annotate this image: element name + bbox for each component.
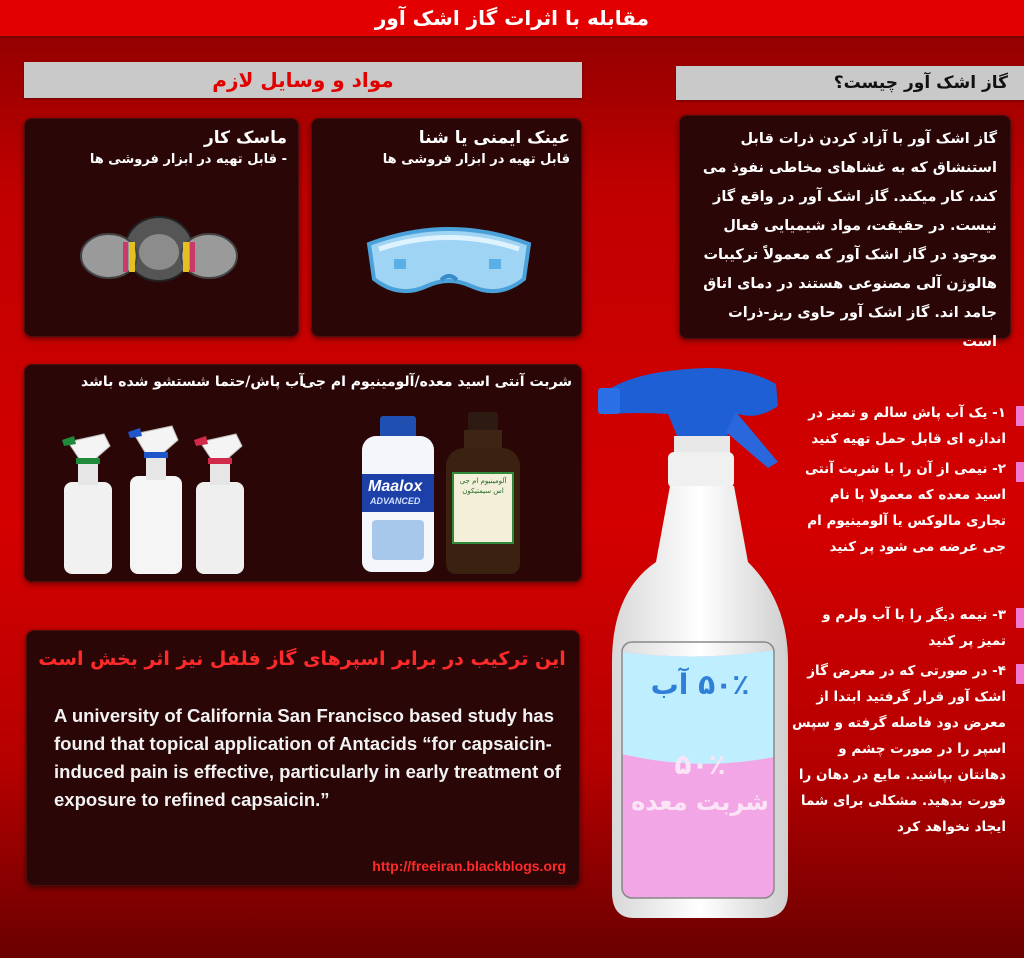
study-text: A university of California San Francisco based study has found that topical application of Antacids “for capsaicin-induced pain is effective, particularly in early treatment of exposure to refined capsaicin.” (54, 705, 561, 810)
bottle-label-antacid: شربت معده (631, 788, 769, 816)
respirator-mask-icon (79, 204, 239, 294)
step-marker (1016, 406, 1024, 426)
mask-title: ماسک کار (203, 128, 287, 148)
mask-subtitle: - قابل تهیه در ابزار فروشی ها (89, 152, 287, 167)
supplies-card (24, 364, 582, 582)
title-bar (0, 0, 1024, 38)
step-marker (1016, 462, 1024, 482)
goggles-card (311, 118, 582, 337)
what-is-text: گاز اشک آور با آزاد کردن ذرات قابل استنشاق که به غشاهای مخاطی نفوذ می کند، کار میکند. گاز اشک آور در واقع گاز نیست. در حقیقت، مواد شیمیایی فعال موجود در گاز اشک آور که معمولاً ترکیبات هالوژن آلی مصنوعی هستند در دمای اتاق جامد اند. گاز اشک آور حاوی ریز-ذرات است (702, 131, 997, 350)
jar-label: آلومینیوم ام جی اس سیمتیکون (459, 477, 507, 495)
goggles-icon (359, 204, 539, 314)
step-2: ۲- نیمی از آن را با شربت آنتی اسید معده که معمولا با نام تجاری مالوکس یا آلومینیوم ام جی عرضه می شود پر کنید (804, 461, 1006, 555)
page-title: مقابله با اثرات گاز اشک آور (374, 6, 650, 30)
what-is-panel (679, 115, 1011, 350)
materials-header (24, 62, 582, 98)
steps-list (786, 400, 1024, 870)
what-is-header-label: گاز اشک آور چیست؟ (833, 73, 1008, 93)
step-3: ۳- نیمه دیگر را با آب ولرم و تمیز پر کنید (822, 607, 1006, 649)
spray-bottles-icon (54, 412, 254, 577)
maalox-variant: ADVANCED (370, 496, 421, 506)
bottle-label-water: ۵۰٪ آب (650, 668, 750, 701)
goggles-title: عینک ایمنی یا شنا (418, 128, 570, 148)
step-4: ۴- در صورتی که در معرض گاز اشک آور قرار گرفتید ابتدا از معرض دود فاصله گرفته و سپس اسپر را در صورت چشم و دهانتان بپاشید. مایع در دهان را فورت بدهید. مشکلی برای شما ایجاد نخواهد کرد (792, 663, 1006, 835)
mask-card (24, 118, 299, 337)
spray-bottle-illustration (598, 362, 798, 922)
maalox-brand: Maalox (368, 478, 423, 495)
sprayer-title: آب پاش/حتما شستشو شده باشد (81, 374, 304, 390)
study-panel (26, 630, 580, 886)
antacid-jar (446, 412, 520, 574)
source-link[interactable]: http://freeiran.blackblogs.org (372, 858, 566, 874)
goggles-subtitle: قابل تهیه در ابزار فروشی ها (382, 152, 570, 167)
study-heading: این ترکیب در برابر اسپرهای گاز فلفل نیز اثر بخش است (38, 648, 566, 670)
step-1: ۱- یک آب پاش سالم و تمیز در اندازه ای قابل حمل تهیه کنید (808, 405, 1006, 447)
what-is-header (676, 66, 1024, 100)
antacid-title: شربت آنتی اسید معده/آلومینیوم ام جی (301, 374, 572, 390)
maalox-bottle (362, 416, 434, 572)
bottle-label-antacid-percent: ۵۰٪ (674, 748, 726, 781)
step-marker (1016, 608, 1024, 628)
materials-header-label: مواد و وسایل لازم (212, 68, 394, 92)
step-marker (1016, 664, 1024, 684)
